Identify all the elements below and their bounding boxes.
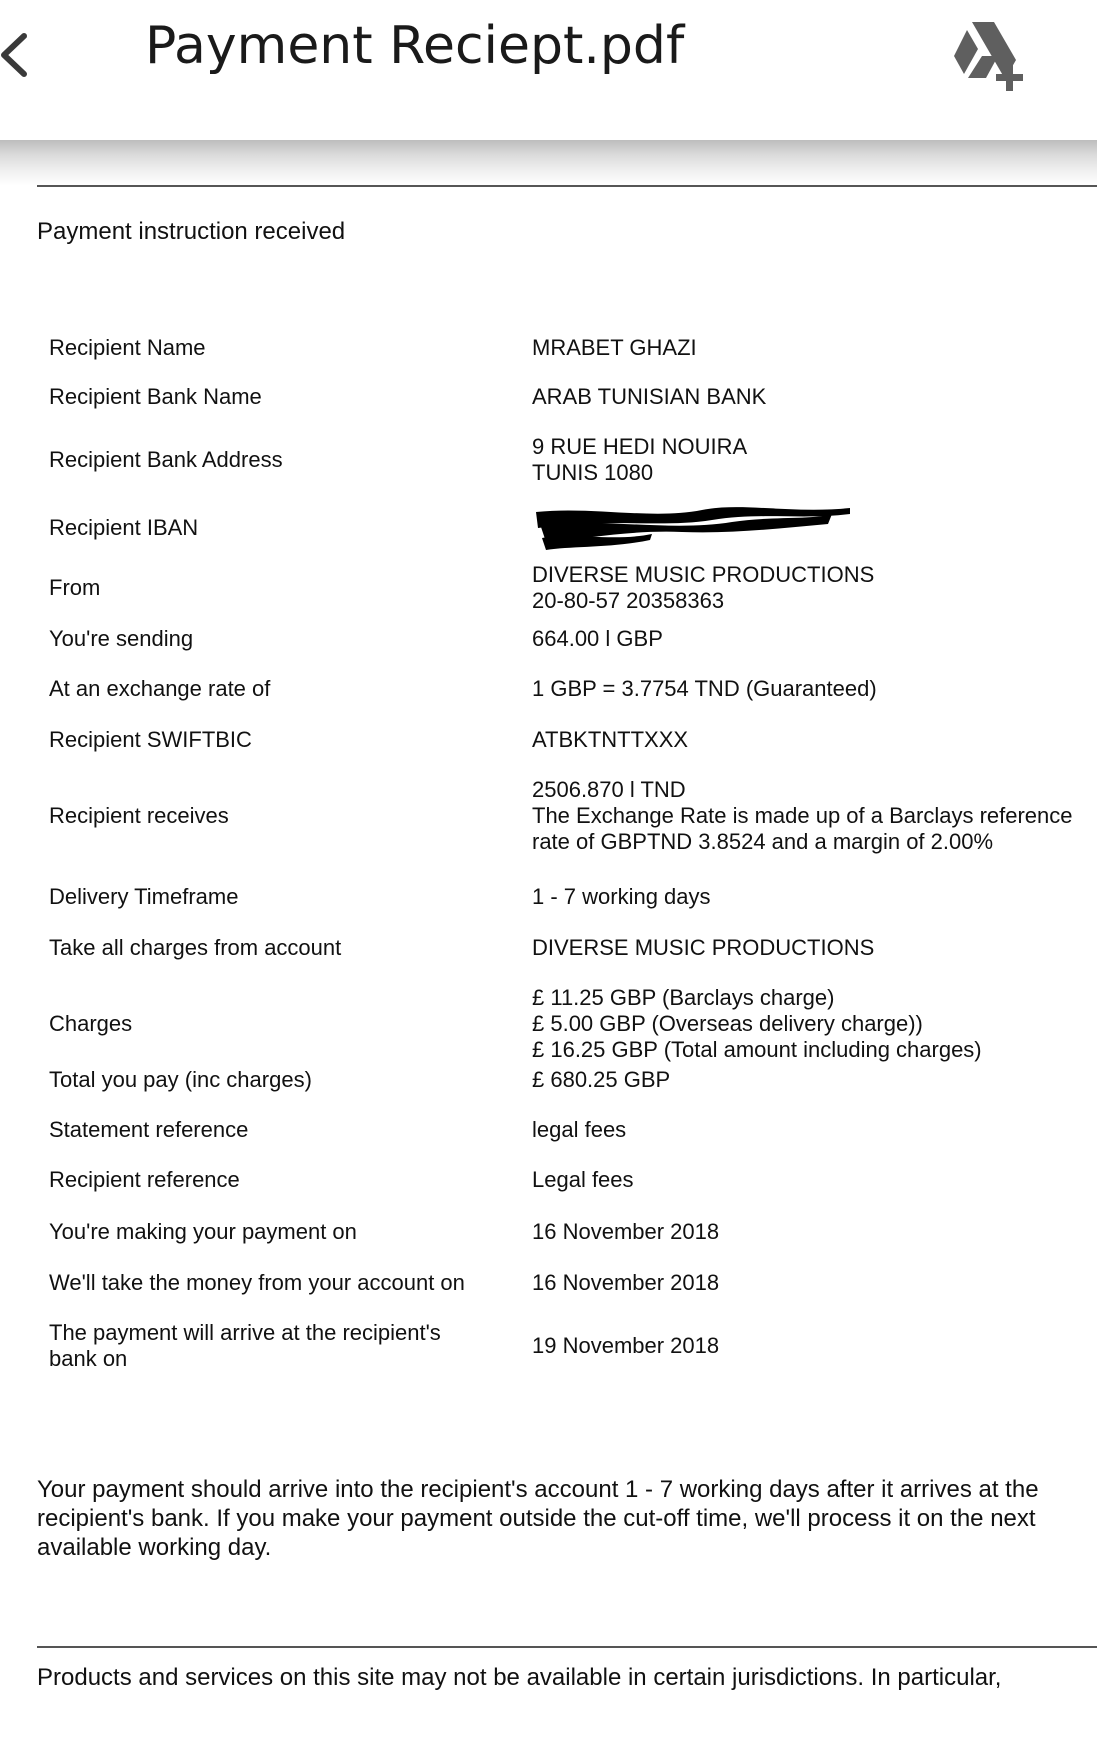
detail-label: Recipient IBAN: [49, 515, 199, 540]
detail-row: [0, 1065, 1097, 1095]
detail-value: [532, 676, 1097, 702]
detail-value-line: Legal fees: [532, 1167, 634, 1192]
detail-value-line: £ 16.25 GBP (Total amount including charges): [532, 1037, 982, 1062]
detail-value: [532, 562, 1097, 614]
detail-value-line: 16 November 2018: [532, 1270, 720, 1295]
detail-value: [532, 1333, 1097, 1359]
detail-row: [0, 560, 1097, 616]
detail-value-line: MRABET GHAZI: [532, 335, 697, 360]
detail-value-line: legal fees: [532, 1117, 627, 1142]
app-bar-shadow: [0, 140, 1097, 186]
detail-label: Take all charges from account: [49, 935, 342, 960]
redaction-mark: [532, 498, 852, 558]
detail-value: [532, 626, 1097, 652]
detail-label: You're making your payment on: [49, 1219, 357, 1244]
detail-row: [0, 382, 1097, 412]
detail-label: Recipient Name: [49, 335, 206, 360]
detail-value: [532, 335, 1097, 361]
detail-value-line: The Exchange Rate is made up of a Barclays reference: [532, 803, 1073, 828]
detail-label: Total you pay (inc charges): [49, 1067, 312, 1092]
footer-divider: [37, 1646, 1097, 1648]
detail-row: [0, 725, 1097, 755]
top-divider: [37, 185, 1097, 187]
detail-value: [532, 1270, 1097, 1296]
document-title: Payment Reciept.pdf: [145, 16, 685, 76]
detail-label: Delivery Timeframe: [49, 884, 239, 909]
back-button[interactable]: [0, 20, 40, 90]
detail-row: [0, 983, 1097, 1065]
detail-value-line: 19 November 2018: [532, 1333, 720, 1358]
add-to-drive-button[interactable]: [950, 16, 1032, 92]
detail-label: We'll take the money from your account on: [49, 1270, 465, 1295]
detail-value: [532, 777, 1097, 855]
chevron-left-icon: [0, 20, 40, 90]
detail-value-line: TUNIS 1080: [532, 460, 654, 485]
detail-value-line: £ 11.25 GBP (Barclays charge): [532, 985, 835, 1010]
detail-label: Recipient Bank Name: [49, 384, 262, 409]
detail-row: [0, 498, 1097, 558]
detail-value: [532, 384, 1097, 410]
detail-value-line: 20-80-57 20358363: [532, 588, 725, 613]
detail-value-line: 1 GBP = 3.7754 TND (Guaranteed): [532, 676, 877, 701]
detail-label: Charges: [49, 1011, 133, 1036]
detail-row: [0, 882, 1097, 912]
detail-value-line: £ 5.00 GBP (Overseas delivery charge)): [532, 1011, 923, 1036]
detail-row: [0, 333, 1097, 363]
detail-value: [532, 1219, 1097, 1245]
detail-label: Recipient receives: [49, 803, 229, 828]
detail-label: Statement reference: [49, 1117, 249, 1142]
detail-value: [532, 884, 1097, 910]
detail-value: [532, 935, 1097, 961]
detail-value-line: DIVERSE MUSIC PRODUCTIONS: [532, 562, 875, 587]
app-bar: [0, 0, 1097, 140]
detail-row: [0, 1217, 1097, 1247]
detail-label: The payment will arrive at the recipient's bank on: [49, 1320, 441, 1371]
detail-row: [0, 933, 1097, 963]
detail-label: At an exchange rate of: [49, 676, 271, 701]
detail-value: [532, 985, 1097, 1063]
detail-value-line: DIVERSE MUSIC PRODUCTIONS: [532, 935, 875, 960]
detail-value-line: 9 RUE HEDI NOUIRA: [532, 434, 748, 459]
detail-label: Recipient reference: [49, 1167, 240, 1192]
detail-value: [532, 1117, 1097, 1143]
detail-row: [0, 624, 1097, 654]
detail-row: [0, 775, 1097, 857]
detail-row: [0, 1268, 1097, 1298]
detail-row: [0, 1115, 1097, 1145]
footer-disclaimer: Products and services on this site may not be available in certain jurisdictions. In particular,: [37, 1664, 1002, 1691]
detail-value: [532, 1167, 1097, 1193]
detail-label: You're sending: [49, 626, 194, 651]
detail-row: [0, 1318, 1097, 1374]
detail-label: Recipient SWIFTBIC: [49, 727, 252, 752]
detail-value: [532, 727, 1097, 753]
detail-row: [0, 1165, 1097, 1195]
detail-value-line: 664.00 l GBP: [532, 626, 663, 651]
detail-value: [532, 434, 1097, 486]
arrival-notice: Your payment should arrive into the recipient's account 1 - 7 working days after it arrives at the recipient's bank. If you make your payment outside the cut-off time, we'll process it on the next available working day.: [37, 1476, 1039, 1561]
detail-label: From: [49, 575, 101, 600]
detail-label: Recipient Bank Address: [49, 447, 283, 472]
detail-value: [532, 1067, 1097, 1093]
detail-row: [0, 432, 1097, 488]
google-drive-add-icon: [950, 16, 1032, 92]
detail-value-line: ARAB TUNISIAN BANK: [532, 384, 767, 409]
detail-row: [0, 674, 1097, 704]
page-heading: Payment instruction received: [37, 218, 346, 245]
detail-value-line: rate of GBPTND 3.8524 and a margin of 2.00%: [532, 829, 994, 854]
detail-value-line: 2506.870 l TND: [532, 777, 686, 802]
detail-value-line: ATBKTNTTXXX: [532, 727, 689, 752]
detail-value-line: 16 November 2018: [532, 1219, 720, 1244]
detail-value-line: £ 680.25 GBP: [532, 1067, 671, 1092]
detail-value-line: 1 - 7 working days: [532, 884, 711, 909]
